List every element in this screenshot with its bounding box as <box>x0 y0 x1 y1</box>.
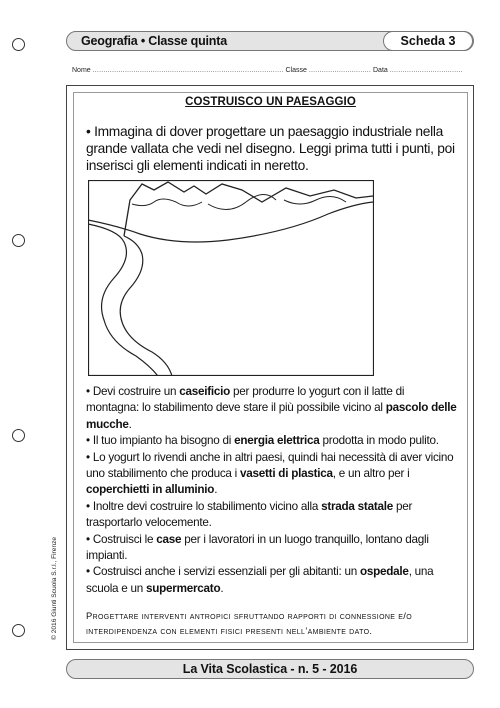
instruction-list <box>86 384 460 597</box>
binder-hole <box>12 234 25 247</box>
binder-hole <box>12 429 25 442</box>
list-item: • Il tuo impianto ha bisogno di energia elettrica prodotta in modo pulito. <box>86 434 439 448</box>
header-bar <box>66 31 474 51</box>
list-item: • Inoltre devi costruire lo stabilimento vicino alla strada statale per trasportarlo velocemente. <box>86 499 413 530</box>
valley-drawing[interactable] <box>88 180 374 376</box>
name-line[interactable]: ......................................................................................... <box>92 67 284 74</box>
list-item: • Costruisci le case per i lavoratori in un luogo tranquillo, lontano dagli impianti. <box>86 532 429 563</box>
copyright-notice: © 2016 Giunti Scuola S.r.l., Firenze <box>51 536 58 640</box>
exercise-intro: • Immagina di dover progettare un paesaggio industriale nella grande vallata che vedi nel disegno. Leggi prima tutti i punti, poi inserisci gli elementi indicati in neretto. <box>86 124 455 173</box>
footer-bar: La Vita Scolastica - n. 5 - 2016 <box>66 659 474 679</box>
sheet-number: Scheda 3 <box>383 31 473 51</box>
list-item: • Costruisci anche i servizi essenziali per gli abitanti: un ospedale, una scuola e un supermercato. <box>86 565 434 595</box>
name-label: Nome <box>72 67 91 74</box>
learning-objective: Progettare interventi antropici sfruttando rapporti di connessione e/o interdipendenza con elementi fisici presenti nell’ambiente dato. <box>86 610 413 636</box>
drawing-frame <box>89 181 374 376</box>
student-fields <box>72 67 472 74</box>
date-label: Data <box>373 67 388 74</box>
class-label: Classe <box>285 67 307 74</box>
subject-label: Geografia • Classe quinta <box>81 34 227 48</box>
class-line[interactable]: ............................. <box>308 67 372 74</box>
list-item: • Lo yogurt lo rivendi anche in altri paesi, quindi hai necessità di aver vicino uno stabilimento che produca i vasetti di plastica, e un altro per i coperchietti in alluminio. <box>86 450 454 497</box>
list-item: • Devi costruire un caseificio per produrre lo yogurt con il latte di montagna: lo stabilimento deve stare il più possibile vicino al pascolo delle mucche. <box>86 385 457 431</box>
exercise-title: COSTRUISCO UN PAESAGGIO <box>185 96 356 108</box>
binder-hole <box>12 38 25 51</box>
binder-hole <box>12 624 25 637</box>
date-line[interactable]: .................................. <box>389 67 463 74</box>
